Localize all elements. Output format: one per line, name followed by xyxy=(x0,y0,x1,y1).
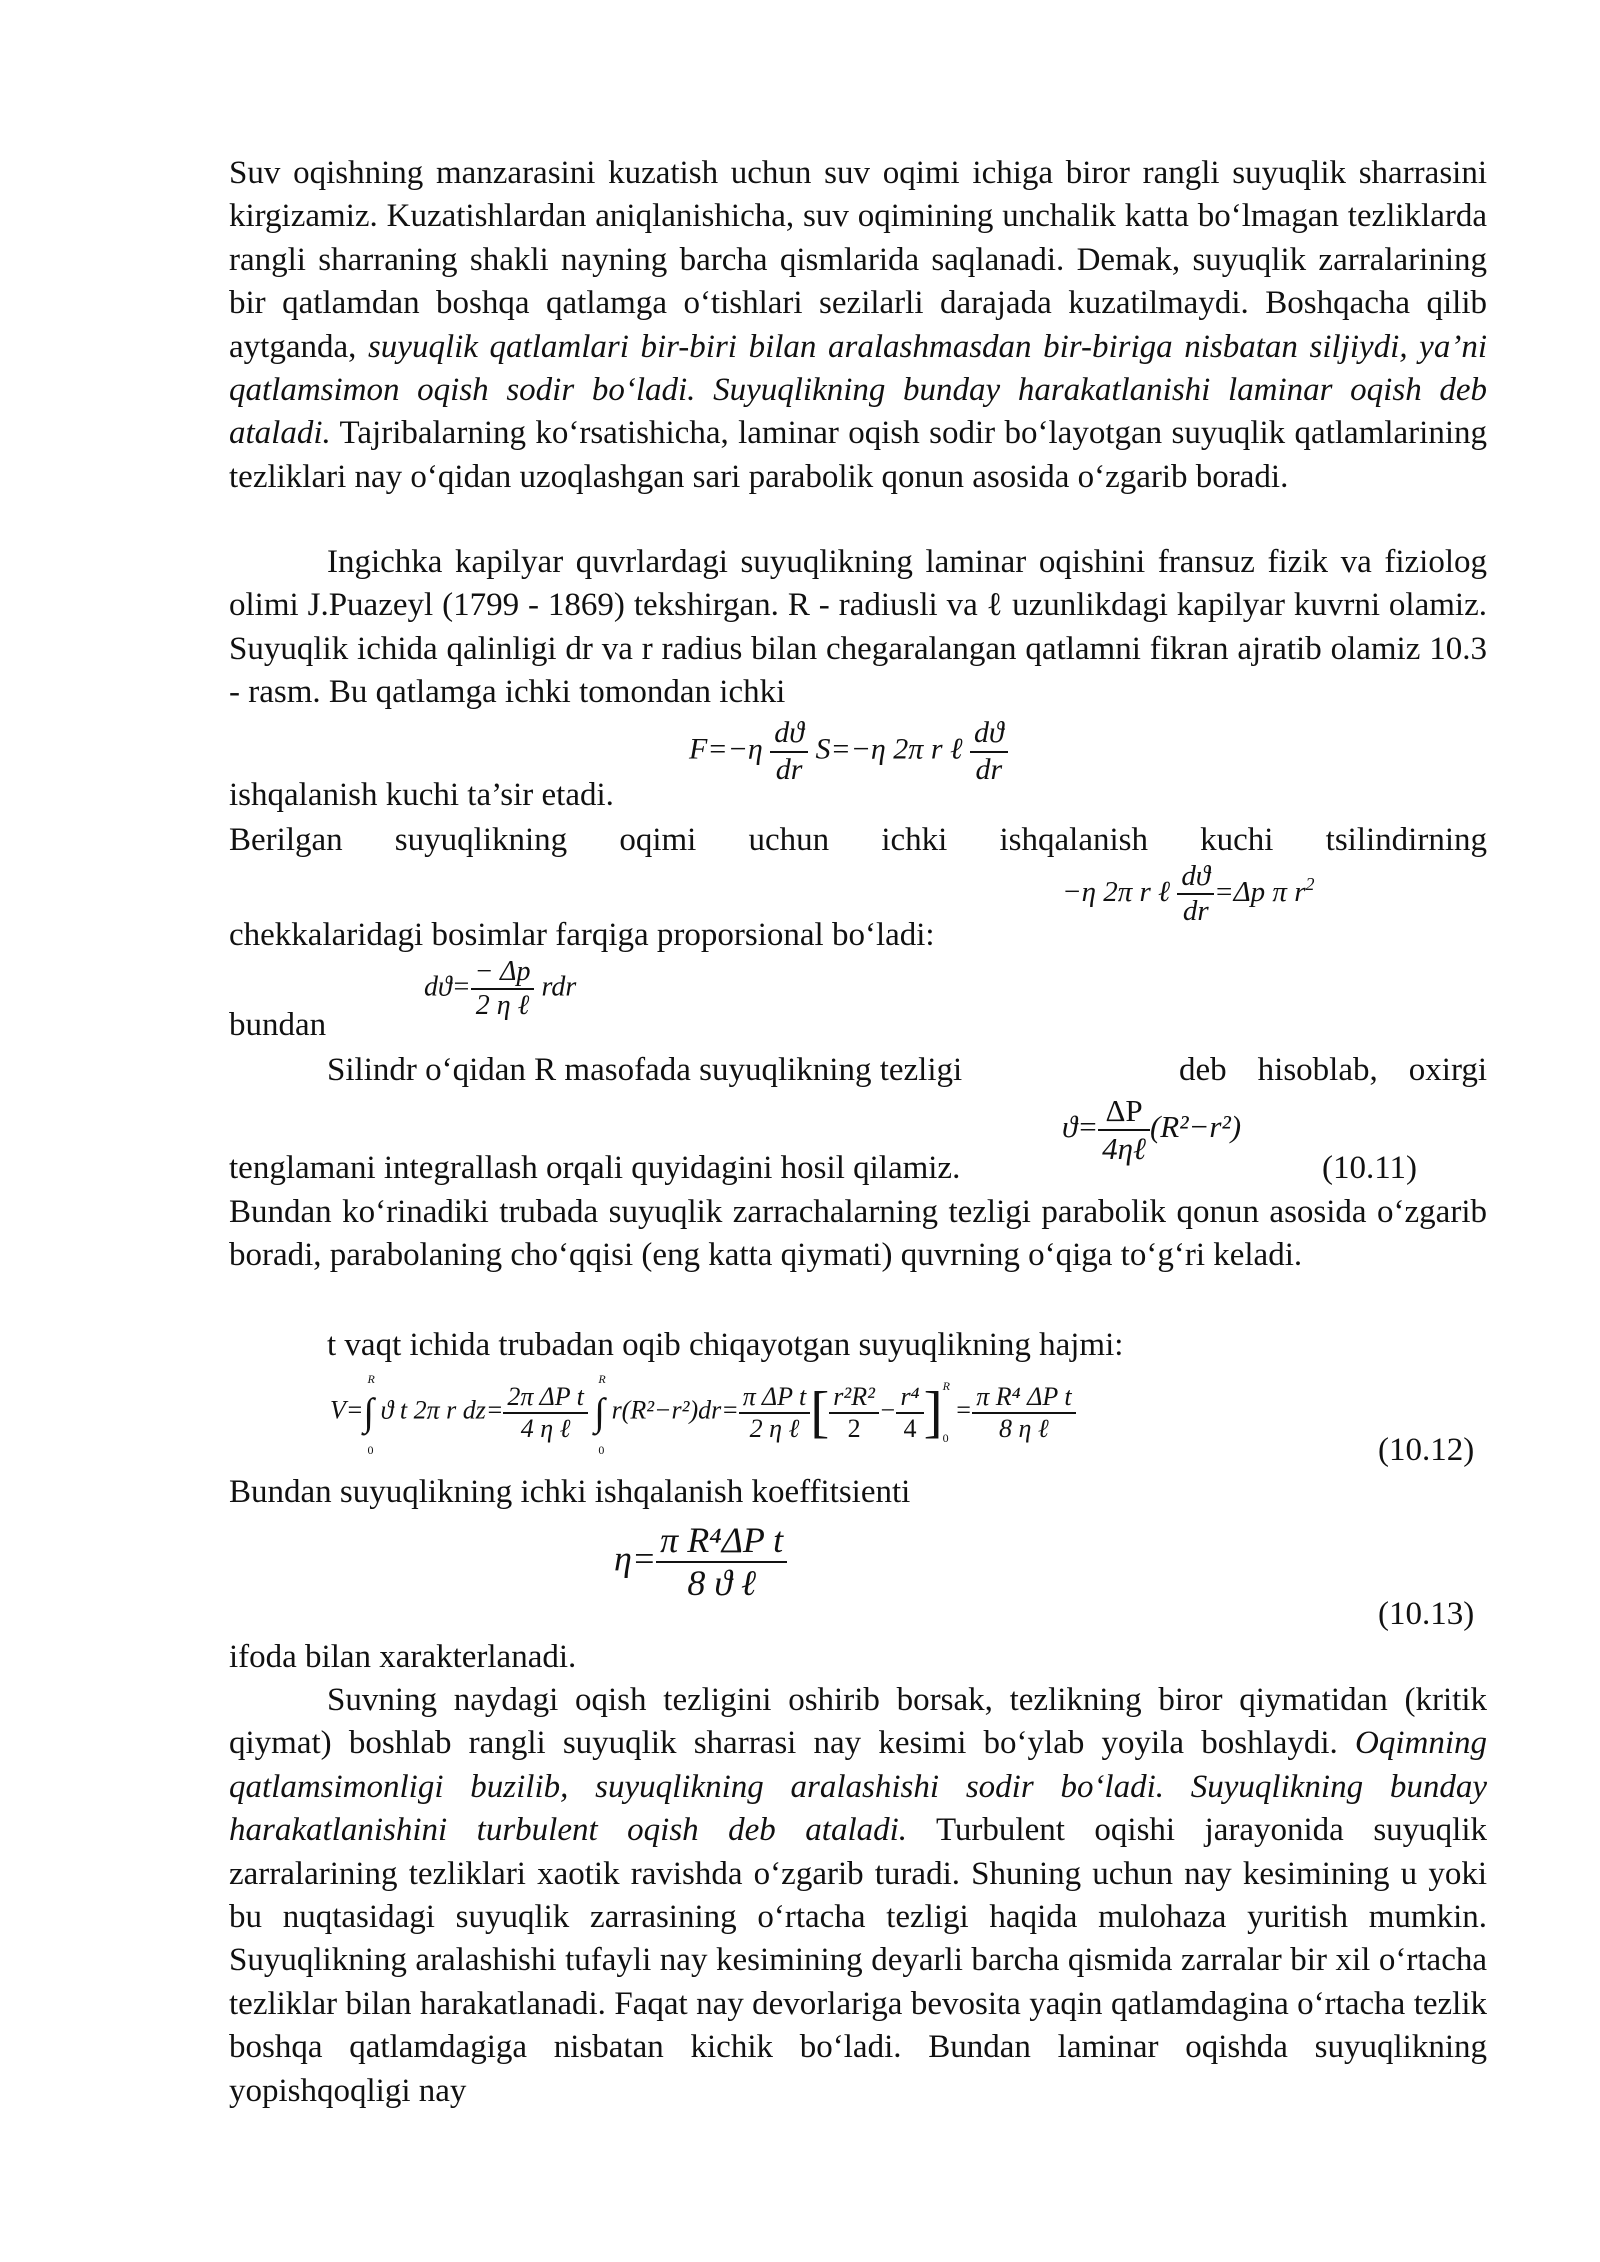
integral-lower-limit: 0 xyxy=(367,1443,374,1457)
eq-denominator: 8 η ℓ xyxy=(999,1413,1049,1443)
eq-fraction xyxy=(770,716,808,787)
eq-numerator: dϑ xyxy=(970,716,1008,753)
equation-number-10-12: (10.12) xyxy=(1378,1432,1475,1468)
integral-lower-limit: 0 xyxy=(598,1443,605,1457)
left-bracket: [ xyxy=(810,1381,830,1444)
eq-numerator: − Δp xyxy=(471,956,535,990)
line-koeffitsienti: Bundan suyuqlikning ichki ishqalanish koeffitsienti xyxy=(229,1474,911,1510)
equation-number-10-13: (10.13) xyxy=(1378,1596,1475,1632)
eq-part: ϑ= xyxy=(1062,1108,1099,1144)
line-berilgan: Berilgan suyuqlikning oqimi uchun ichki ishqalanish kuchi tsilindirning xyxy=(229,822,1487,858)
eq-part: (R²−r²) xyxy=(1149,1108,1242,1144)
line-silindr-b: deb hisoblab, oxirgi xyxy=(1179,1052,1487,1088)
eq-fraction xyxy=(829,1382,879,1444)
eq-denominator: 4 xyxy=(903,1413,917,1443)
paragraph-turbulent xyxy=(229,1679,1487,2113)
italic-definition-turbulent: Oqimning qatlamsimonligi buzilib, suyuqlikning aralashishi sodir bo‘ladi. Suyuqlikning bunday harakatlanishini turbulent oqish deb ataladi. xyxy=(229,1725,1487,1849)
equation-dv xyxy=(424,956,576,1022)
text-run: Suv oqishning manzarasini kuzatish uchun suv oqimi ichiga biror rangli suyuqlik sharrasini kirgizamiz. Kuzatishlardan aniqlanishicha, suv oqimining unchalik katta bo‘lmagan tezliklarda rangli sharraning shakli nayning barcha qismlarida saqlanadi. Demak, suyuqlik zarralarining bir qatlamdan boshqa qatlamga o‘tishlari sezilarli darajada kuzatilmaydi. Boshqacha qilib aytganda, xyxy=(229,155,1487,365)
eq-numerator: 2π ΔP t xyxy=(503,1382,587,1414)
eq-numerator: r⁴ xyxy=(896,1382,923,1414)
line-chekkalaridagi: chekkalaridagi bosimlar farqiga proporsional bo‘ladi: xyxy=(229,917,935,953)
integral-sign: ∫ R 0 xyxy=(363,1372,375,1457)
equation-volume xyxy=(330,1372,1076,1457)
eq-fraction xyxy=(739,1382,810,1444)
eq-fraction xyxy=(656,1520,787,1605)
eq-part: =Δp π r xyxy=(1214,876,1306,908)
eq-denominator: 2 η ℓ xyxy=(749,1413,800,1443)
right-bracket: ] xyxy=(923,1381,943,1444)
eq-denominator: 2 xyxy=(847,1413,861,1443)
equation-velocity-profile xyxy=(1062,1093,1241,1166)
eq-fraction xyxy=(972,1382,1075,1444)
text-run: Suvning naydagi oqish tezligini oshirib borsak, tezlikning biror qiymatidan (kritik qiymat) boshlab rangli suyuqlik sharrasi nay kesimi bo‘ylab yoyila boshlaydi. xyxy=(229,1682,1487,1762)
eq-numerator: π ΔP t xyxy=(739,1382,810,1414)
eq-denominator: dr xyxy=(975,752,1003,786)
eq-part: − xyxy=(878,1395,897,1425)
eq-denominator: dr xyxy=(775,752,803,786)
eq-denominator: 2 η ℓ xyxy=(475,990,530,1022)
integral-upper-limit: R xyxy=(367,1372,375,1386)
eq-fraction xyxy=(471,956,535,1022)
eq-numerator: ΔP xyxy=(1098,1093,1150,1131)
eq-denominator: 8 ϑ ℓ xyxy=(687,1563,756,1604)
eq-part: ϑ t 2π r dz= xyxy=(380,1395,504,1425)
eq-numerator: π R⁴ ΔP t xyxy=(972,1382,1075,1414)
eq-superscript: 2 xyxy=(1305,874,1315,895)
eq-part: −η 2π r ℓ xyxy=(1062,876,1171,908)
eq-numerator: dϑ xyxy=(1177,860,1214,895)
integral-sign: ∫ R 0 xyxy=(594,1372,606,1457)
italic-definition-laminar: suyuqlik qatlamlari bir-biri bilan aralashmasdan bir-biriga nisbatan siljiydi, ya’ni qatlamsimon oqish sodir bo‘ladi. Suyuqlikning bunday harakatlanishi laminar oqish deb ataladi. xyxy=(229,328,1487,452)
line-t-vaqt: t vaqt ichida trubadan oqib chiqayotgan suyuqlikning hajmi: xyxy=(327,1327,1124,1363)
eq-numerator: r²R² xyxy=(829,1382,879,1414)
eq-part: dϑ= xyxy=(424,971,471,1003)
eq-part: η= xyxy=(614,1538,657,1579)
eq-denominator: 4 η ℓ xyxy=(520,1413,571,1443)
integral-upper-limit: R xyxy=(598,1372,606,1386)
eq-fraction xyxy=(970,716,1008,787)
eq-numerator: π R⁴ΔP t xyxy=(656,1520,787,1563)
eq-part: rdr xyxy=(541,971,577,1003)
eq-part: F=−η xyxy=(689,732,763,766)
paragraph-parabolic: Bundan ko‘rinadiki trubada suyuqlik zarrachalarning tezligi parabolik qonun asosida o‘zgarib boradi, parabolaning cho‘qqisi (eng katta qiymati) quvrning o‘qiga to‘g‘ri keladi. xyxy=(229,1194,1487,1274)
line-ifoda: ifoda bilan xarakterlanadi. xyxy=(229,1639,577,1675)
eq-fraction xyxy=(1177,860,1214,929)
line-bundan: bundan xyxy=(229,1007,327,1043)
eq-fraction xyxy=(503,1382,587,1444)
equation-number-10-11: (10.11) xyxy=(1322,1150,1418,1186)
line-ishqalanish: ishqalanish kuchi ta’sir etadi. xyxy=(229,777,614,813)
eq-fraction xyxy=(1098,1093,1150,1166)
eq-numerator: dϑ xyxy=(770,716,808,753)
eval-lower-limit: 0 xyxy=(942,1430,949,1445)
eq-part: S=−η 2π r ℓ xyxy=(815,732,963,766)
eq-part: V= xyxy=(330,1395,364,1425)
line-tenglamani: tenglamani integrallash orqali quyidagini hosil qilamiz. xyxy=(229,1150,961,1186)
paragraph-laminar-intro xyxy=(229,152,1487,499)
text-run: Turbulent oqishi jarayonida suyuqlik zarralarining tezliklari xaotik ravishda o‘zgarib turadi. Shuning uchun nay kesimining u yoki bu nuqtasidagi suyuqlik zarrasining o‘rtacha tezligi haqida mulohaza yuritish mumkin. Suyuqlikning aralashishi tufayli nay kesimining deyarli barcha qismida zarralar bir xil o‘rtacha tezliklar bilan harakatlanadi. Faqat nay devorlariga bevosita yaqin qatlamdagina o‘rtacha tezlik boshqa qatlamdagiga nisbatan kichik bo‘ladi. Bundan laminar oqishda suyuqlikning yopishqoqligi nay xyxy=(229,1812,1487,2109)
text-run: Tajribalarning ko‘rsatishicha, laminar oqish sodir bo‘layotgan suyuqlik qatlamlarining tezliklari nay o‘qidan uzoqlashgan sari parabolik qonun asosida o‘zgarib boradi. xyxy=(229,415,1487,495)
eq-fraction xyxy=(896,1382,923,1444)
eq-denominator: 4ηℓ xyxy=(1102,1130,1146,1166)
eq-part: = xyxy=(954,1395,973,1425)
line-silindr-a: Silindr o‘qidan R masofada suyuqlikning tezligi xyxy=(327,1052,963,1088)
eq-part: r(R²−r²)dr= xyxy=(611,1395,739,1425)
equation-friction-force xyxy=(689,716,1008,787)
equation-viscosity xyxy=(614,1520,787,1605)
equation-balance xyxy=(1062,860,1314,929)
paragraph-puazeyl: Ingichka kapilyar quvrlardagi suyuqlikning laminar oqishini fransuz fizik va fiziolog olimi J.Puazeyl (1799 - 1869) tekshirgan. R - radiusli va ℓ uzunlikdagi kapilyar kuvrni olamiz. Suyuqlik ichida qalinligi dr va r radius bilan chegaralangan qatlamni fikran ajratib olamiz 10.3 - rasm. Bu qatlamga ichki tomondan ichki xyxy=(229,544,1487,711)
eq-denominator: dr xyxy=(1182,895,1209,928)
eval-upper-limit: R xyxy=(942,1378,950,1393)
